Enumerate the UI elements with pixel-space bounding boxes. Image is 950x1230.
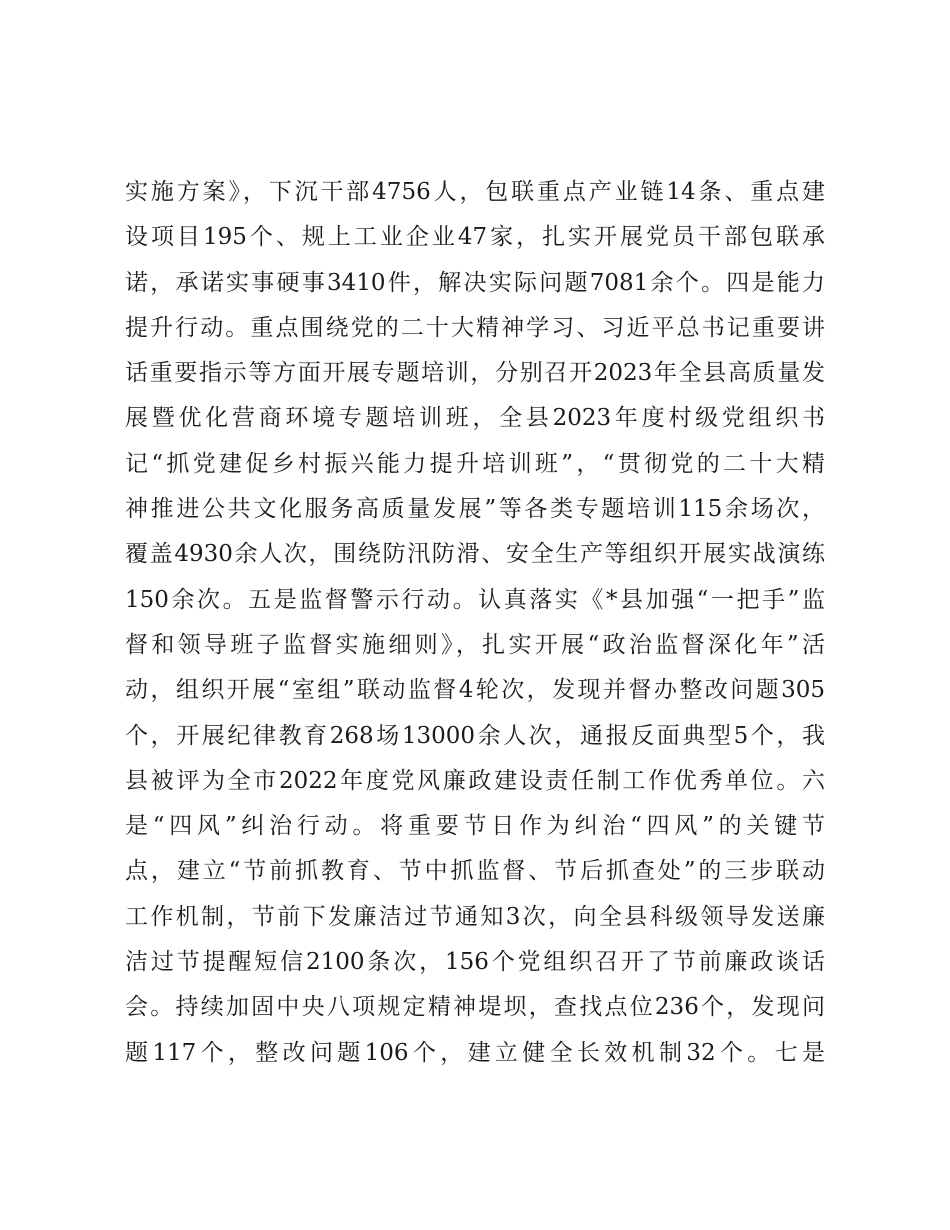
text-line: 神推进公共文化服务高质量发展”等各类专题培训115余场次， — [125, 496, 825, 523]
text-line: 县被评为全市2022年度党风廉政建设责任制工作优秀单位。六 — [125, 767, 825, 794]
text-line: 提升行动。重点围绕党的二十大精神学习、习近平总书记重要讲 — [125, 314, 825, 341]
text-line: 话重要指示等方面开展专题培训，分别召开2023年全县高质量发 — [125, 360, 825, 387]
body-paragraph — [125, 170, 825, 1076]
text-line: 设项目195个、规上工业企业47家，扎实开展党员干部包联承 — [125, 224, 825, 251]
text-line: 工作机制，节前下发廉洁过节通知3次，向全县科级领导发送廉 — [125, 903, 825, 930]
text-line: 点，建立“节前抓教育、节中抓监督、节后抓查处”的三步联动 — [125, 858, 825, 885]
text-line: 会。持续加固中央八项规定精神堤坝，查找点位236个，发现问 — [125, 994, 825, 1021]
text-line: 覆盖4930余人次，围绕防汛防滑、安全生产等组织开展实战演练 — [125, 541, 825, 568]
text-line: 诺，承诺实事硬事3410件，解决实际问题7081余个。四是能力 — [125, 269, 825, 296]
text-line: 督和领导班子监督实施细则》，扎实开展“政治监督深化年”活 — [125, 631, 825, 658]
text-line: 150余次。五是监督警示行动。认真落实《*县加强“一把手”监 — [125, 586, 825, 613]
text-line: 个，开展纪律教育268场13000余人次，通报反面典型5个，我 — [125, 722, 825, 749]
text-line: 展暨优化营商环境专题培训班，全县2023年度村级党组织书 — [125, 405, 825, 432]
text-line: 动，组织开展“室组”联动监督4轮次，发现并督办整改问题305 — [125, 677, 825, 704]
text-line: 记“抓党建促乡村振兴能力提升培训班”，“贯彻党的二十大精 — [125, 450, 825, 477]
text-line: 题117个，整改问题106个，建立健全长效机制32个。七是 — [125, 1039, 825, 1066]
text-line: 洁过节提醒短信2100条次，156个党组织召开了节前廉政谈话 — [125, 949, 825, 976]
text-line: 是“四风”纠治行动。将重要节日作为纠治“四风”的关键节 — [125, 813, 825, 840]
text-line: 实施方案》，下沉干部4756人，包联重点产业链14条、重点建 — [125, 179, 825, 205]
